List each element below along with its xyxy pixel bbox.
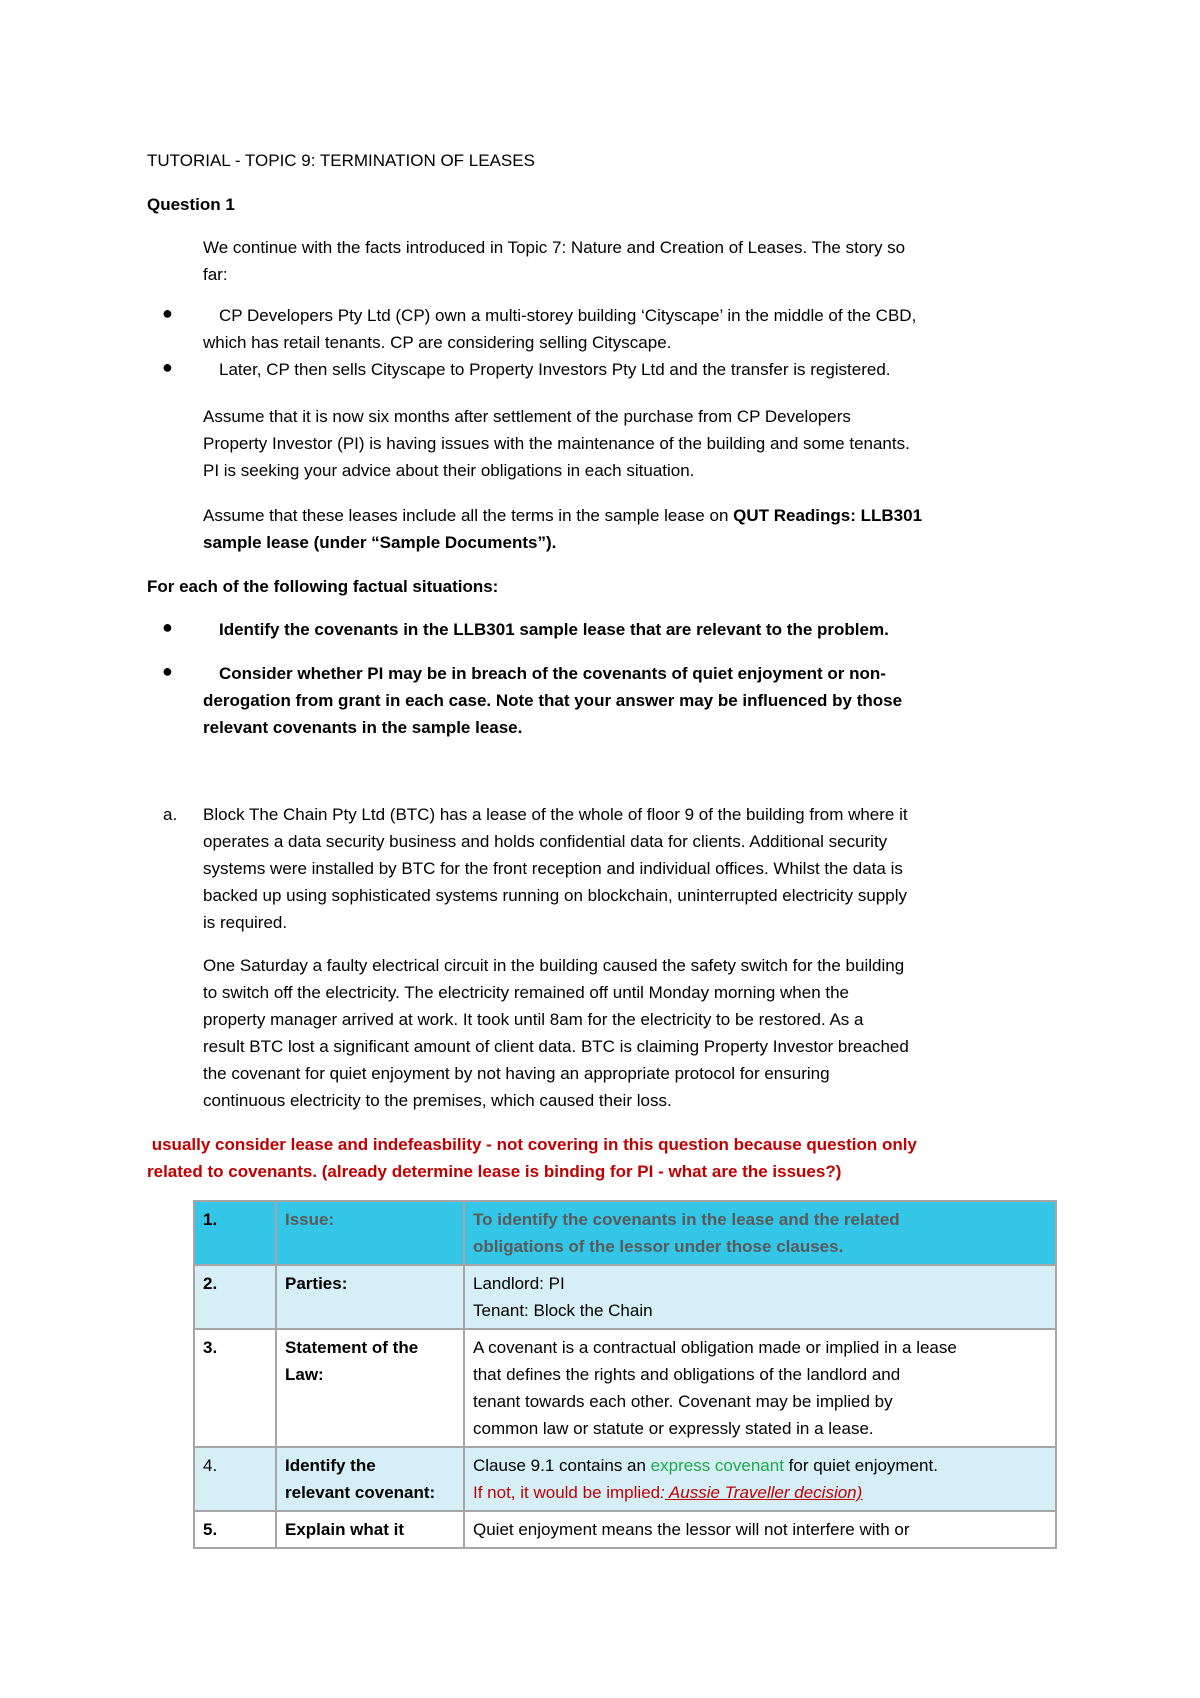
red-note: usually consider lease and indefeasbility - not covering in this question because question only related to covenants. (already determine lease is binding for PI - what are the issues?)	[147, 1135, 917, 1181]
table-row	[194, 1265, 1056, 1329]
row-label: Parties:	[276, 1265, 464, 1329]
intro-paragraph: We continue with the facts introduced in Topic 7: Nature and Creation of Leases. The story so far:	[203, 238, 906, 284]
item-a-paragraph-2: One Saturday a faulty electrical circuit in the building caused the safety switch for the building to switch off the electricity. The electricity remained off until Monday morning when the property manager arrived at work. It took until 8am for the electricity to be restored. As a result BTC lost a significant amount of client data. BTC is claiming Property Investor breached the covenant for quiet enjoyment by not having an appropriate protocol for ensuring continuous electricity to the premises, which caused their loss.	[203, 956, 909, 1110]
list-item: Consider whether PI may be in breach of the covenants of quiet enjoyment or non- derogation from grant in each case. Note that your answer may be influenced by those relevant covenants in the sample lease.	[203, 664, 903, 737]
bullet-icon: ●	[162, 617, 173, 637]
row-content: Quiet enjoyment means the lessor will not interfere with or	[464, 1511, 1056, 1548]
table-row	[194, 1329, 1056, 1447]
row-content: Clause 9.1 contains an express covenant for quiet enjoyment. If not, it would be implied: Aussie Traveller decision)	[464, 1447, 1056, 1511]
row-label: Explain what it	[276, 1511, 464, 1548]
row-content: To identify the covenants in the lease and the related obligations of the lessor under those clauses.	[464, 1201, 1056, 1265]
case-link[interactable]: Aussie Traveller decision)	[664, 1483, 863, 1502]
question-heading: Question 1	[147, 195, 235, 214]
list-item: Later, CP then sells Cityscape to Property Investors Pty Ltd and the transfer is registered.	[219, 360, 891, 379]
row-label: Identify the relevant covenant:	[276, 1447, 464, 1511]
bullet-icon: ●	[162, 661, 173, 681]
row-label: Statement of the Law:	[276, 1329, 464, 1447]
document-title: TUTORIAL - TOPIC 9: TERMINATION OF LEASES	[147, 151, 535, 170]
row-number: 2.	[194, 1265, 276, 1329]
row-label: Issue:	[276, 1201, 464, 1265]
bullet-icon: ●	[162, 357, 173, 377]
item-a-paragraph-1: Block The Chain Pty Ltd (BTC) has a lease of the whole of floor 9 of the building from where it operates a data security business and holds confidential data for clients. Additional security systems were installed by BTC for the front reception and individual offices. Whilst the data is backed up using sophisticated systems running on blockchain, uninterrupted electricity supply is required.	[203, 805, 908, 932]
list-marker-a: a.	[163, 805, 178, 824]
table-row	[194, 1511, 1056, 1548]
analysis-table	[193, 1200, 1057, 1549]
row-number: 1.	[194, 1201, 276, 1265]
row-content: Landlord: PI Tenant: Block the Chain	[464, 1265, 1056, 1329]
row-number: 4.	[194, 1447, 276, 1511]
bullet-icon: ●	[162, 303, 173, 323]
table-row	[194, 1447, 1056, 1511]
table-row	[194, 1201, 1056, 1265]
for-each-heading: For each of the following factual situations:	[147, 577, 499, 596]
assume-paragraph-2: Assume that these leases include all the terms in the sample lease on QUT Readings: LLB301 sample lease (under “Sample Documents”).	[203, 506, 923, 552]
row-content: A covenant is a contractual obligation made or implied in a lease that defines the rights and obligations of the landlord and tenant towards each other. Covenant may be implied by common law or statute or expressly stated in a lease.	[464, 1329, 1056, 1447]
row-number: 3.	[194, 1329, 276, 1447]
list-item: Identify the covenants in the LLB301 sample lease that are relevant to the problem.	[219, 620, 889, 639]
assume-paragraph-1: Assume that it is now six months after settlement of the purchase from CP Developers Property Investor (PI) is having issues with the maintenance of the building and some tenants. PI is seeking your advice about their obligations in each situation.	[203, 407, 910, 480]
list-item: CP Developers Pty Ltd (CP) own a multi-storey building ‘Cityscape’ in the middle of the CBD, which has retail tenants. CP are considering selling Cityscape.	[203, 306, 917, 352]
row-number: 5.	[194, 1511, 276, 1548]
